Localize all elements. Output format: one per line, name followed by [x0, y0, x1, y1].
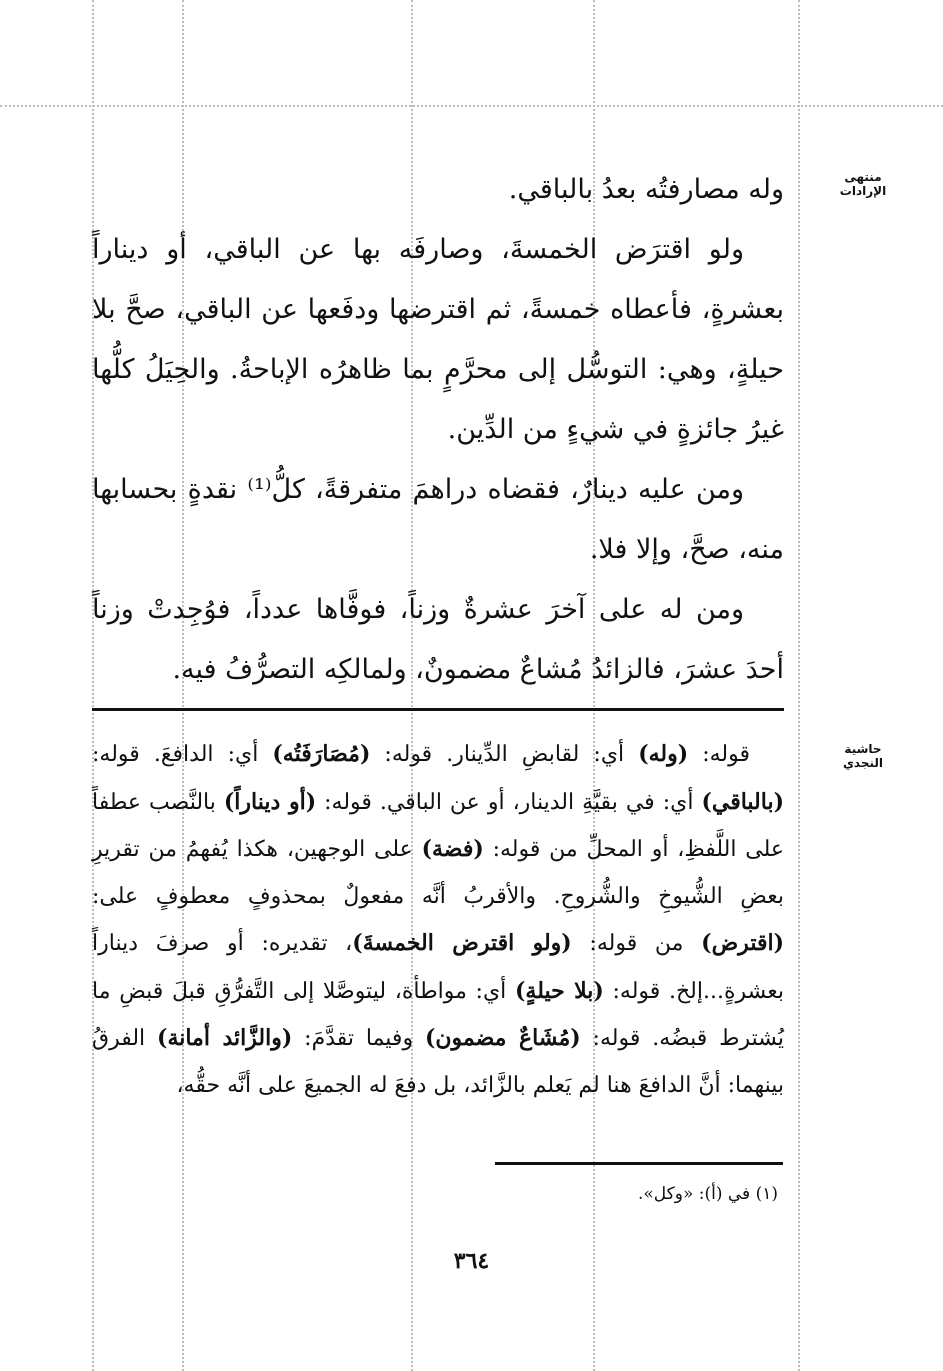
commentary-lemma: (وله)	[638, 741, 689, 767]
margin-label-commentary: حاشية النجدي	[842, 742, 884, 770]
section-divider	[92, 708, 784, 711]
page-body	[92, 160, 784, 1109]
margin-label-main: منتهى الإرادات	[839, 170, 887, 198]
commentary-run: على الوجهين، هكذا يُفهمُ من تقريرِ بعضِ الشُّيوخِ والشُّروحِ. والأقربُ أنَّه مفعولٌ بمحذوفٍ معطوفٍ على:	[92, 837, 784, 909]
commentary-paragraph	[92, 731, 784, 1109]
commentary-run: الفرقُ بينهما: أنَّ الدافعَ هنا لم يَعلم بالزَّائد، بل دفعَ له الجميعَ على أنَّه حقُّه،	[92, 1026, 784, 1098]
scan-guide	[0, 105, 943, 107]
commentary-lemma: (أو ديناراً)	[223, 788, 317, 815]
footnote-divider	[495, 1162, 783, 1165]
main-paragraph: ولو اقترَض الخمسةَ، وصارفَه بها عن الباقي، أو ديناراً بعشرةٍ، فأعطاه خمسةً، ثم اقترضها ودفَعها عن الباقي، صحَّ بلا حيلةٍ، وهي: التوسُّل إلى محرَّمٍ بما ظاهرُه الإباحةُ. والحِيَلُ كلُّها غيرُ جائزةٍ في شيءٍ من الدِّين.	[92, 234, 784, 445]
scan-guide	[798, 0, 800, 1371]
commentary-text	[92, 731, 784, 1109]
commentary-run: بالنَّصب عطفاً على اللَّفظِ، أو المحلِّ من قوله:	[92, 789, 784, 862]
page-number: ٣٦٤	[453, 1248, 490, 1274]
main-paragraph: ومن عليه دينارٌ، فقضاه دراهمَ متفرقةً، كلُّ⁽¹⁾ نقدةٍ بحسابها منه، صحَّ، وإلا فلا.	[92, 474, 784, 565]
main-paragraph: وله مصارفتُه بعدُ بالباقي.	[508, 174, 784, 205]
main-text	[92, 160, 784, 700]
commentary-lemma: (بلا حيلةٍ)	[515, 977, 604, 1004]
commentary-run: أي: الدافعَ. قوله:	[92, 742, 273, 767]
main-paragraph: ومن له على آخرَ عشرةٌ وزناً، فوفَّاها عدداً، فوُجِدتْ وزناً أحدَ عشرَ، فالزائدُ مُشاعٌ مضمونٌ، ولمالكِه التصرُّفُ فيه.	[92, 594, 784, 685]
commentary-lemma: (اقترض)	[701, 930, 784, 956]
commentary-lemma: (مُشَاعٌ مضمون)	[424, 1025, 581, 1051]
commentary-run: أي: في بقيَّةِ الدينار، أو عن الباقي. قوله:	[316, 789, 702, 815]
commentary-lemma: (فضة)	[421, 836, 484, 862]
commentary-lemma: (ولو اقترض الخمسةَ)	[352, 930, 572, 956]
commentary-run: وفيما تقدَّمَ:	[292, 1026, 425, 1051]
commentary-lemma: (والزَّائد أمانة)	[157, 1025, 293, 1051]
commentary-run: أي: لقابضِ الدِّينار. قوله:	[370, 742, 639, 767]
footnote: (١) في (أ): «وكل».	[637, 1184, 778, 1204]
commentary-run: قوله:	[688, 742, 750, 767]
commentary-lemma: (بالباقي)	[701, 788, 784, 815]
commentary-run: ، تقديره: أو صرفَ ديناراً بعشرةٍ...إلخ. قوله:	[92, 931, 785, 1004]
commentary-run: من قوله:	[571, 931, 702, 956]
commentary-run: أي: مواطأة، ليتوصَّلا إلى التَّفرُّقِ قبلَ قبضِ ما يُشترط قبضُه. قوله:	[92, 978, 784, 1051]
commentary-lemma: (مُصَارَفَتُه)	[272, 741, 371, 767]
